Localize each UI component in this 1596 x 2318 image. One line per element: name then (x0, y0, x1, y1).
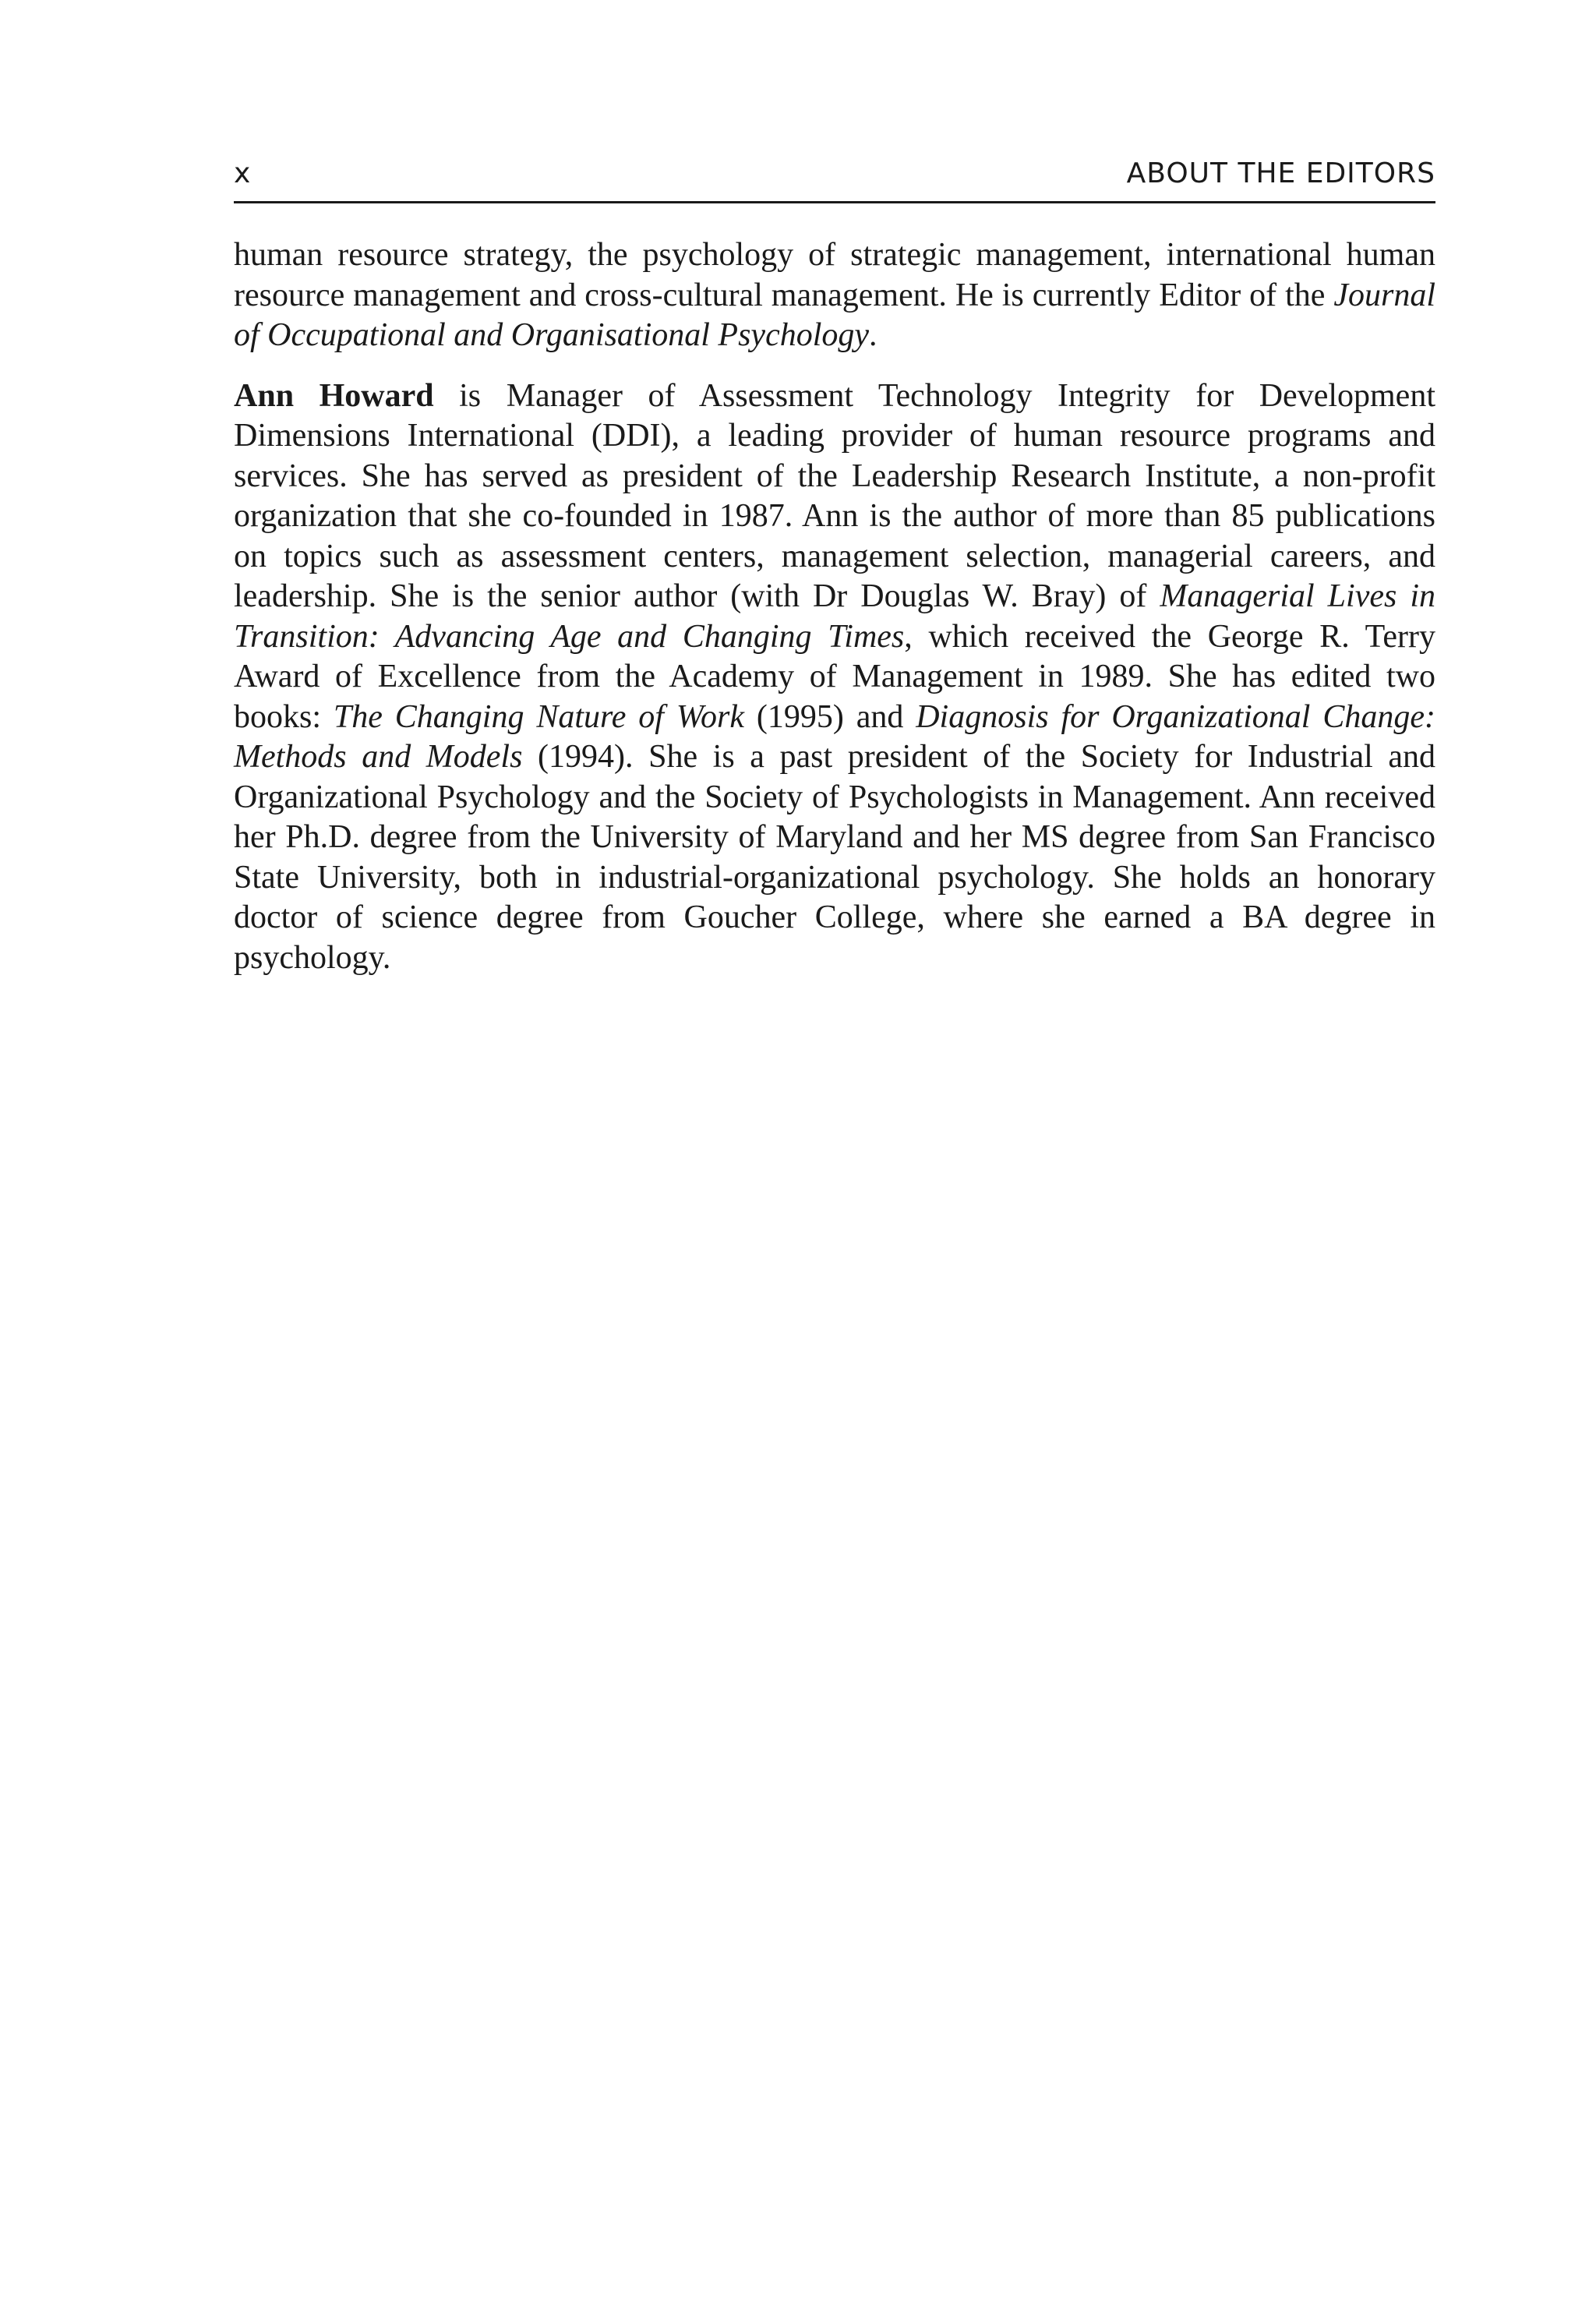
page-number: x (234, 157, 252, 189)
paragraph-text: is Manager of Assessment Technology Integrity for Development Dimensions International (DDI), a leading provider of human resource programs and services. She has served as president of the Leadership Research Institute, a non-profit organization that she co-founded in 1987. Ann is the author of more than 85 publications on topics such as assessment centers, management selection, managerial careers, and leadership. She is the senior author (with Dr Douglas W. Bray) of (234, 377, 1435, 614)
running-head-title: ABOUT THE EDITORS (1126, 157, 1435, 189)
editor-name: Ann Howard (234, 377, 434, 414)
running-head (234, 153, 1435, 203)
book-title: The Changing Nature of Work (333, 698, 744, 735)
journal-title: Journal of Occupational and Organisational Psychology (234, 277, 1435, 353)
paragraph-text: (1994). She is a past president of the Society for Industrial and Organizational Psychology and the Society of Psychologists in Management. Ann received her Ph.D. degree from the University of Maryland and her MS degree from San Francisco State University, both in industrial-organizational psychology. She holds an honorary doctor of science degree from Goucher College, where she earned a BA degree in psychology. (234, 739, 1435, 976)
paragraph-text: human resource strategy, the psychology of strategic management, international human resource management and cross-cultural management. He is currently Editor of the (234, 237, 1435, 313)
book-title: Managerial Lives in Transition: Advancing Age and Changing Times (234, 578, 1435, 655)
bio-paragraph-continued (234, 235, 1435, 356)
paragraph-text: . (869, 317, 877, 353)
book-title: Diagnosis for Organizational Change: Methods and Models (234, 698, 1435, 775)
bio-paragraph-ann-howard (234, 376, 1435, 979)
body-text (234, 235, 1435, 978)
paragraph-text: , which received the George R. Terry Award of Excellence from the Academy of Management in 1989. She has edited two books: (234, 618, 1435, 735)
paragraph-text: (1995) and (743, 698, 916, 735)
